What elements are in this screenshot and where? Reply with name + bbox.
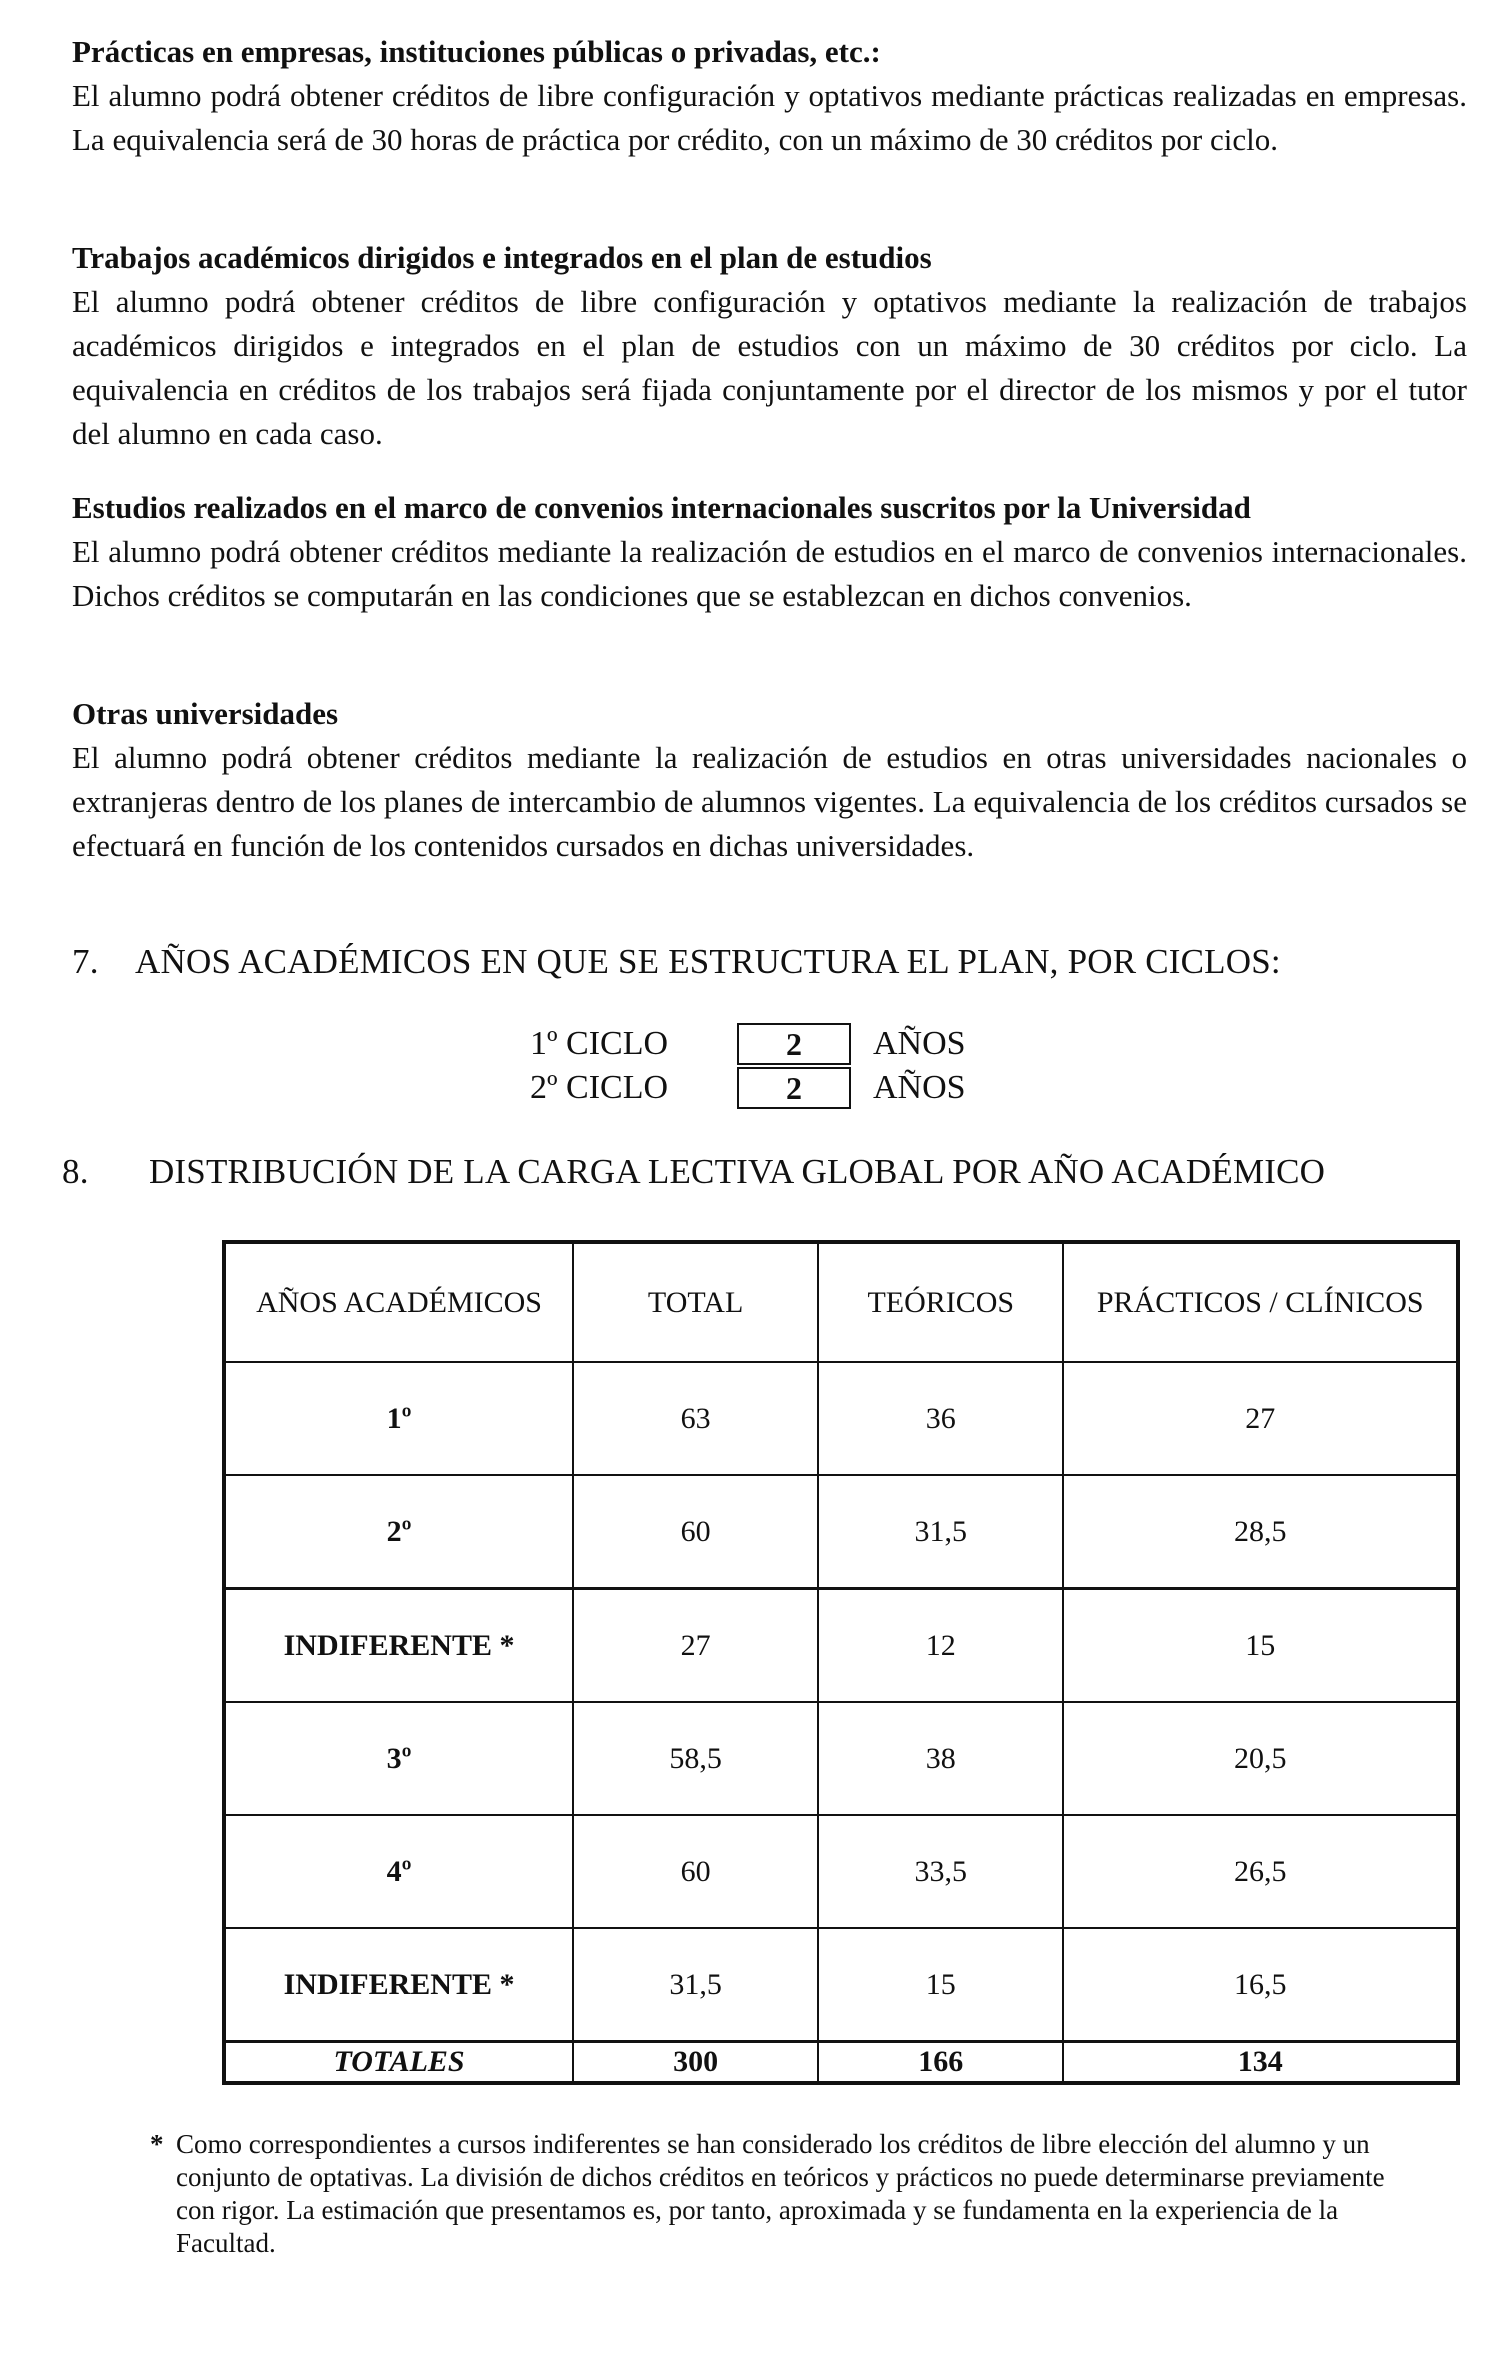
section-title: Trabajos académicos dirigidos e integrados en el plan de estudios <box>72 240 932 275</box>
column-header: TEÓRICOS <box>818 1242 1063 1362</box>
year-cell: INDIFERENTE * <box>224 1589 573 1703</box>
table-row <box>224 1362 1458 1475</box>
column-header: PRÁCTICOS / CLÍNICOS <box>1063 1242 1458 1362</box>
section-practicas-empresas <box>72 30 1467 162</box>
section-convenios-internacionales <box>72 486 1467 618</box>
total-cell: 27 <box>573 1589 818 1703</box>
heading-text: DISTRIBUCIÓN DE LA CARGA LECTIVA GLOBAL POR AÑO ACADÉMICO <box>148 1152 1326 1191</box>
teoricos-cell: 31,5 <box>818 1475 1063 1589</box>
practicos-cell: 26,5 <box>1063 1815 1458 1928</box>
teoricos-cell: 33,5 <box>818 1815 1063 1928</box>
column-header: TOTAL <box>573 1242 818 1362</box>
section-body: El alumno podrá obtener créditos mediante la realización de estudios en otras universidades nacionales o extranjeras dentro de los planes de intercambio de alumnos vigentes. La equivalencia de los créditos cursados se efectuará en función de los contenidos cursados en dichas universidades. <box>72 740 1467 863</box>
table-row <box>224 1815 1458 1928</box>
heading-number: 8. <box>62 1152 89 1191</box>
heading-text: AÑOS ACADÉMICOS EN QUE SE ESTRUCTURA EL PLAN, POR CICLOS: <box>135 942 1281 981</box>
year-cell: 2º <box>224 1475 573 1589</box>
section-title: Prácticas en empresas, instituciones públicas o privadas, etc.: <box>72 34 881 69</box>
practicos-cell: 16,5 <box>1063 1928 1458 2042</box>
section-body: El alumno podrá obtener créditos mediante la realización de estudios en el marco de convenios internacionales. Dichos créditos se computarán en las condiciones que se establezcan en dichos convenios. <box>72 534 1467 613</box>
total-cell: 300 <box>573 2042 818 2084</box>
total-cell: 60 <box>573 1815 818 1928</box>
teoricos-cell: 38 <box>818 1702 1063 1815</box>
teoricos-cell: 15 <box>818 1928 1063 2042</box>
heading-number: 7. <box>72 942 99 981</box>
totals-label: TOTALES <box>224 2042 573 2084</box>
ciclo-unit: AÑOS <box>873 1069 966 1106</box>
table-row <box>224 1702 1458 1815</box>
teoricos-cell: 36 <box>818 1362 1063 1475</box>
ciclo-years-box: 2 <box>737 1023 851 1065</box>
total-cell: 63 <box>573 1362 818 1475</box>
table-row <box>224 1475 1458 1589</box>
ciclo-label: 1º CICLO <box>530 1025 669 1062</box>
heading-7 <box>72 940 1281 984</box>
total-cell: 58,5 <box>573 1702 818 1815</box>
ciclo-row <box>530 1022 966 1066</box>
table-row <box>224 1928 1458 2042</box>
ciclo-row <box>530 1066 966 1110</box>
totals-row <box>224 2042 1458 2084</box>
practicos-cell: 15 <box>1063 1589 1458 1703</box>
section-title: Estudios realizados en el marco de convenios internacionales suscritos por la Universidad <box>72 490 1251 525</box>
practicos-cell: 27 <box>1063 1362 1458 1475</box>
ciclo-unit: AÑOS <box>873 1025 966 1062</box>
year-cell: 1º <box>224 1362 573 1475</box>
footnote <box>150 2128 1410 2260</box>
practicos-cell: 28,5 <box>1063 1475 1458 1589</box>
ciclo-label: 2º CICLO <box>530 1069 669 1106</box>
ciclo-years-box: 2 <box>737 1067 851 1109</box>
year-cell: 4º <box>224 1815 573 1928</box>
footnote-text: Como correspondientes a cursos indiferentes se han considerado los créditos de libre elección del alumno y un conjunto de optativas. La división de dichos créditos en teóricos y prácticos no puede determinarse previamente con rigor. La estimación que presentamos es, por tanto, aproximada y se fundamenta en la experiencia de la Facultad. <box>176 2129 1385 2258</box>
column-header: AÑOS ACADÉMICOS <box>224 1242 573 1362</box>
section-body: El alumno podrá obtener créditos de libre configuración y optativos mediante la realización de trabajos académicos dirigidos e integrados en el plan de estudios con un máximo de 30 créditos por ciclo. La equivalencia en créditos de los trabajos será fijada conjuntamente por el director de los mismos y por el tutor del alumno en cada caso. <box>72 284 1467 451</box>
teoricos-cell: 12 <box>818 1589 1063 1703</box>
practicos-cell: 134 <box>1063 2042 1458 2084</box>
section-otras-universidades <box>72 692 1467 868</box>
ciclos-block <box>530 1022 966 1110</box>
section-title: Otras universidades <box>72 696 339 731</box>
footnote-mark: * <box>150 2129 164 2159</box>
section-trabajos-academicos <box>72 236 1467 456</box>
year-cell: INDIFERENTE * <box>224 1928 573 2042</box>
total-cell: 31,5 <box>573 1928 818 2042</box>
table-row <box>224 1589 1458 1703</box>
teoricos-cell: 166 <box>818 2042 1063 2084</box>
year-cell: 3º <box>224 1702 573 1815</box>
total-cell: 60 <box>573 1475 818 1589</box>
section-body: El alumno podrá obtener créditos de libre configuración y optativos mediante prácticas realizadas en empresas. La equivalencia será de 30 horas de práctica por crédito, con un máximo de 30 créditos por ciclo. <box>72 78 1467 157</box>
table-header-row <box>224 1242 1458 1362</box>
carga-lectiva-table <box>222 1240 1460 2085</box>
heading-8 <box>62 1150 1325 1194</box>
practicos-cell: 20,5 <box>1063 1702 1458 1815</box>
